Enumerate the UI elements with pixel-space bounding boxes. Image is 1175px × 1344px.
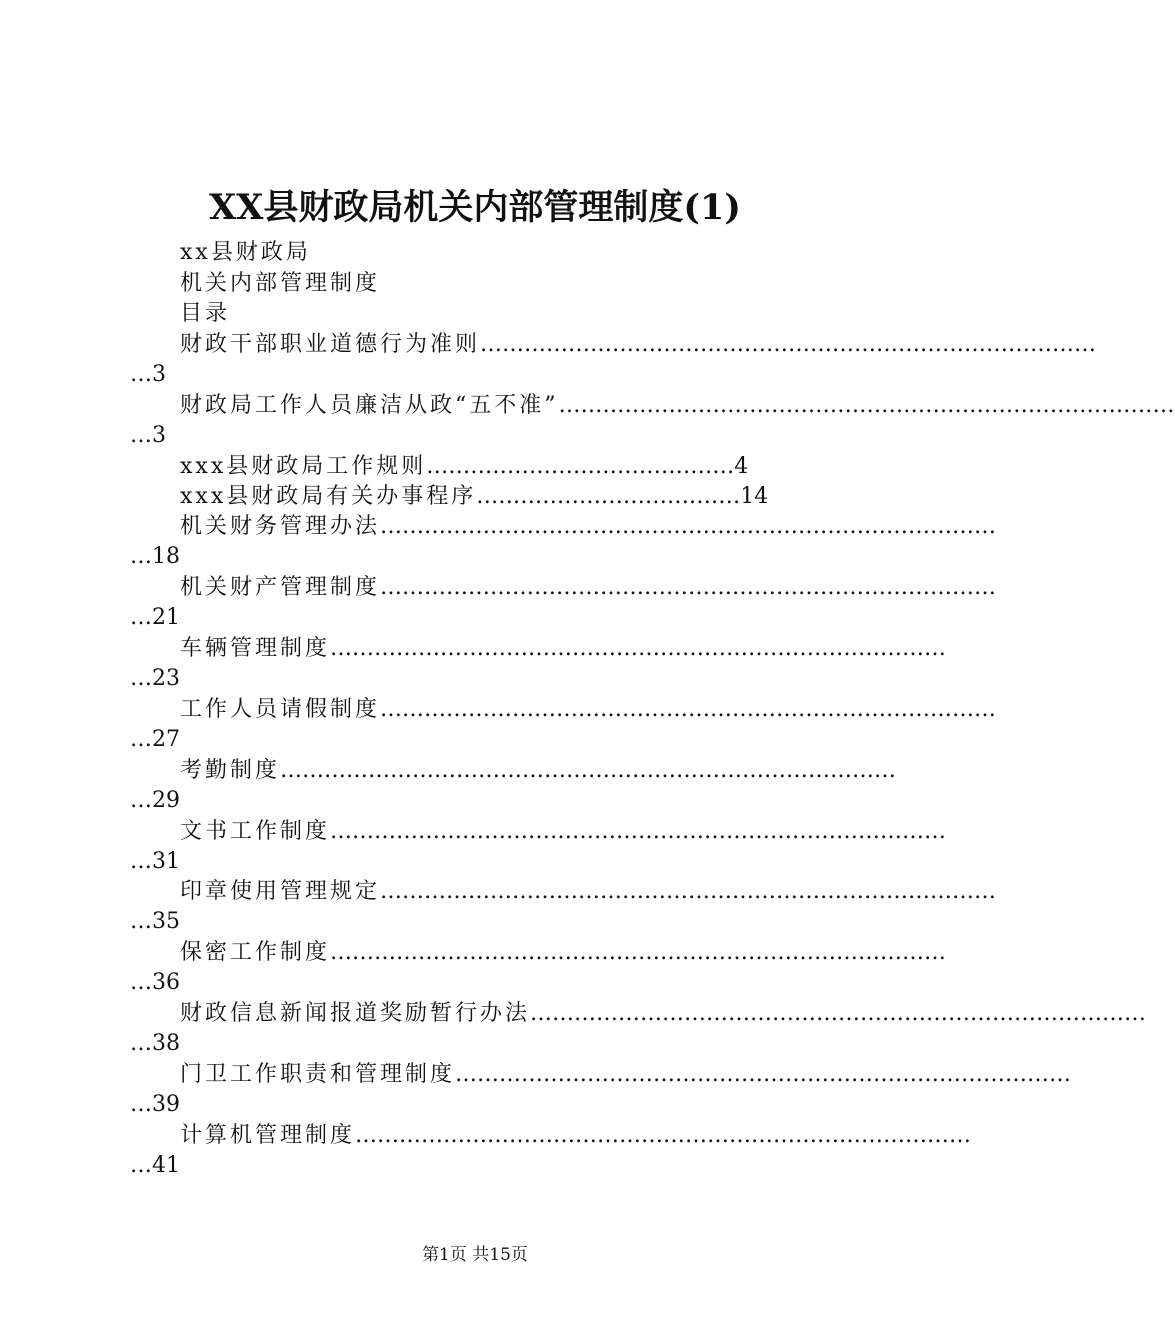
toc-entry[interactable]: 印章使用管理规定………………………………………………………………………… …35 [130,879,997,934]
toc-entry-title: 计算机管理制度 [180,1123,356,1148]
toc-entry[interactable] [180,452,748,482]
toc-entry[interactable]: 门卫工作职责和管理制度………………………………………………………………………… …39 [130,1062,1072,1117]
page-footer: 第1页 共15页 [422,1245,528,1265]
toc-leader-dots: ………………………………………………………………………… [480,332,1097,357]
toc-entry-page: 3 [152,423,166,448]
toc-entry[interactable]: 机关财产管理制度………………………………………………………………………… …21 [130,575,997,630]
toc-leader-dots: …………………………………… [426,454,735,479]
toc-entry[interactable]: 车辆管理制度………………………………………………………………………… …23 [130,636,947,691]
toc-entry-title: 车辆管理制度 [180,636,331,661]
toc-entry-page: 41 [152,1153,180,1178]
toc-entry[interactable]: 财政局工作人员廉洁从政“五不准”………………………………………………………………………… …3 [130,393,1175,448]
toc-leader-dots: ………………………………………………………………………… [380,697,997,722]
toc-leader-dots: ………………………………………………………………………… [380,879,997,904]
toc-entry[interactable]: 文书工作制度………………………………………………………………………… …31 [130,819,947,874]
toc-entry-page: 35 [152,909,180,934]
toc-leader-dots: ……………………………… [476,484,741,509]
toc-entry-page: 21 [152,605,180,630]
toc-entry-title: xxx县财政局工作规则 [180,454,427,479]
toc-entry-title: xxx县财政局有关办事程序 [180,484,477,509]
toc-leader-dots: ………………………………………………………………………… [330,819,947,844]
toc-entry-page: 29 [152,788,180,813]
toc-entry-page: 36 [152,970,180,995]
toc-entry[interactable]: 财政信息新闻报道奖励暂行办法………………………………………………………………………… …38 [130,1001,1147,1056]
toc-entry-title: 保密工作制度 [180,940,331,965]
toc-entry[interactable]: 机关财务管理办法………………………………………………………………………… …18 [130,514,997,569]
toc-entry-title: 印章使用管理规定 [180,879,381,904]
header-line-department: xx县财政局 [180,240,311,265]
toc-entry-title: 财政信息新闻报道奖励暂行办法 [180,1001,531,1026]
toc-leader-dots: ………………………………………………………………………… [380,514,997,539]
toc-leader-dots: ………………………………………………………………………… [558,393,1175,418]
toc-entry-title: 门卫工作职责和管理制度 [180,1062,456,1087]
toc-leader-dots: ………………………………………………………………………… [530,1001,1147,1026]
header-line-subtitle: 机关内部管理制度 [180,271,381,296]
toc-leader-dots: ………………………………………………………………………… [330,636,947,661]
toc-entry[interactable] [180,482,768,512]
toc-entry-page: 4 [734,454,749,479]
toc-leader-dots: ………………………………………………………………………… [330,940,947,965]
toc-entry-page: 31 [152,849,180,874]
toc-entry-page: 18 [152,544,180,569]
toc-entry-title: 文书工作制度 [180,819,331,844]
toc-entry-title: 机关财务管理办法 [180,514,381,539]
toc-leader-dots: ………………………………………………………………………… [355,1123,972,1148]
toc-entry-page: 27 [152,727,180,752]
toc-entry[interactable]: 考勤制度………………………………………………………………………… …29 [130,758,897,813]
toc-entry-page: 14 [740,484,769,509]
toc-entry[interactable]: 财政干部职业道德行为准则………………………………………………………………………… …3 [130,332,1097,387]
toc-entry-page: 39 [152,1092,180,1117]
toc-entry-page: 38 [152,1031,180,1056]
header-line-contents: 目录 [180,301,231,326]
toc-leader-dots: ………………………………………………………………………… [455,1062,1072,1087]
toc-leader-dots: ………………………………………………………………………… [280,758,897,783]
toc-entry-title: 考勤制度 [180,758,281,783]
toc-leader-dots: ………………………………………………………………………… [380,575,997,600]
toc-entry-title: 财政局工作人员廉洁从政“五不准” [180,393,559,418]
toc-entry-title: 财政干部职业道德行为准则 [180,332,481,357]
toc-entry-title: 工作人员请假制度 [180,697,381,722]
toc-entry[interactable]: 工作人员请假制度………………………………………………………………………… …27 [130,697,997,752]
document-title: XX县财政局机关内部管理制度(1) [209,187,741,228]
toc-entry[interactable]: 计算机管理制度………………………………………………………………………… …41 [130,1123,972,1178]
toc-entry[interactable]: 保密工作制度………………………………………………………………………… …36 [130,940,947,995]
toc-entry-page: 23 [152,666,180,691]
toc-entry-page: 3 [152,362,166,387]
toc-entry-title: 机关财产管理制度 [180,575,381,600]
